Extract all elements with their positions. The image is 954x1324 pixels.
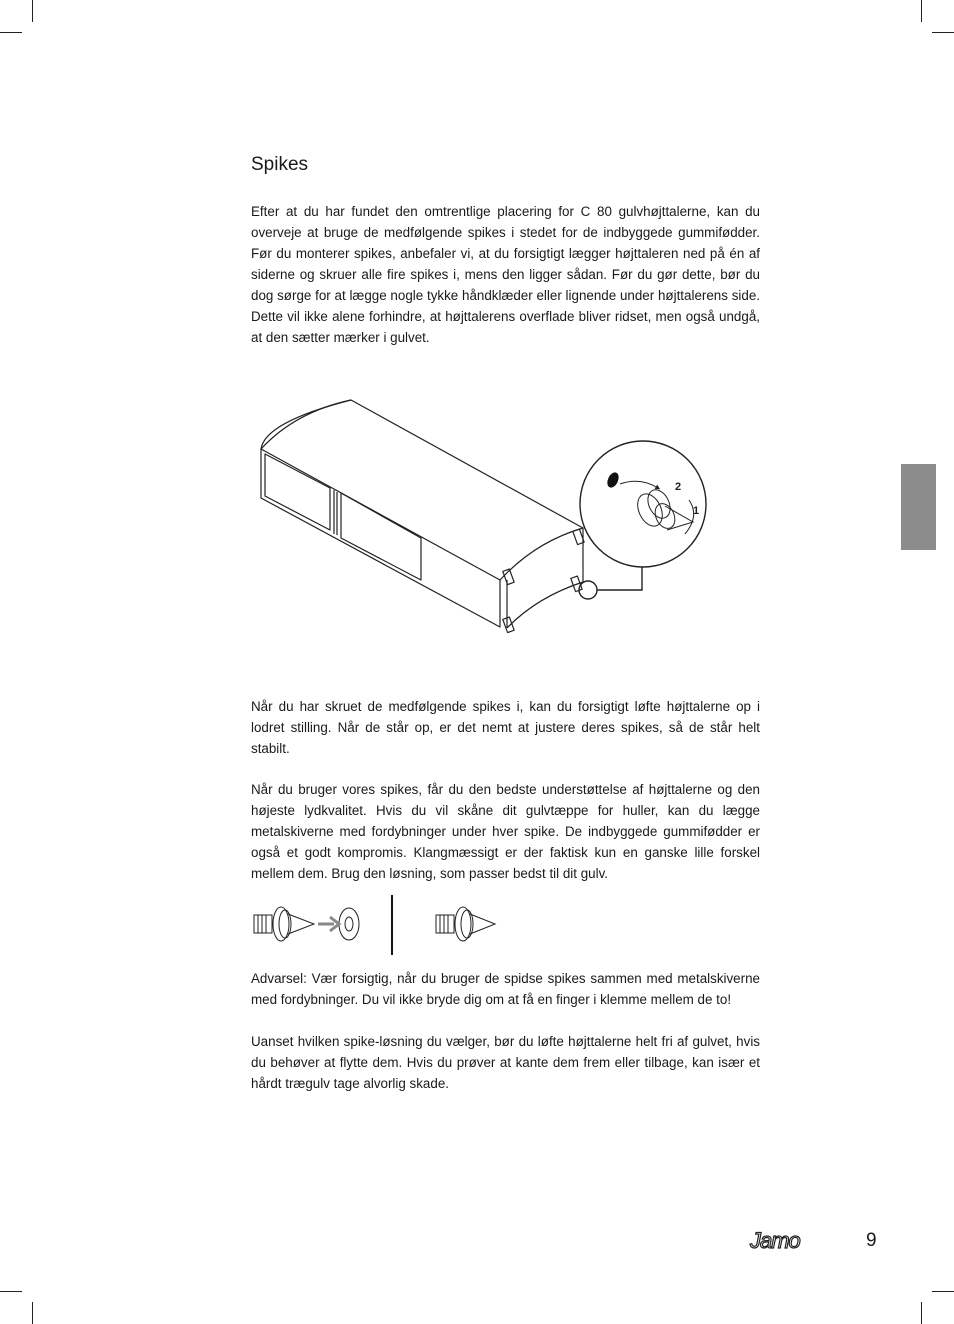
step-one-label: 1 [693,505,700,517]
crop-mark [32,0,33,22]
moving-paragraph: Uanset hvilken spike-løsning du vælger, bør du løfte højttalerne helt fri af gulvet, hvis du behøver at flytte dem. Hvis du prøver at kante dem frem eller tilbage, kan især et hårdt trægulv tage alvorlig skade. [251,1034,760,1091]
spike-disc-illustration [250,893,500,957]
crop-mark [921,1302,922,1324]
brand-wordmark: Jamo [750,1228,800,1253]
section-tab-marker [901,464,936,550]
section-title: Spikes [251,154,309,175]
step-two-label: 2 [675,481,682,493]
warning-paragraph: Advarsel: Vær forsigtig, når du bruger de spidse spikes sammen med metalskiverne med fordybninger. Du vil ikke bryde dig om at få en finger i klemme mellem de to! [251,971,760,1007]
upright-paragraph: Når du har skruet de medfølgende spikes i, kan du forsigtigt løfte højttalerne op i lodret stilling. Når de står op, er det nemt at justere deres spikes, så de står helt stabilt. [251,699,760,756]
crop-mark [0,1291,22,1292]
crop-mark [932,32,954,33]
discs-paragraph: Når du bruger vores spikes, får du den bedste understøttelse af højttalerne og den højeste lydkvalitet. Hvis du vil skåne dit gulvtæppe for huller, kan du lægge metalskiverne med fordybninger under hver spike. De indbyggede gummifødder er også et godt kompromis. Klangmæssigt er der faktisk kun en ganske lille forskel mellem dem. Brug den løsning, som passer bedst til dit gulv. [251,782,760,881]
intro-paragraph: Efter at du har fundet den omtrentlige placering for C 80 gulvhøjttalerne, kan du overveje at bruge de medfølgende spikes i stedet for de indbyggede gummifødder. Før du monterer spikes, anbefaler vi, at du forsigtigt lægger højttaleren ned på én af siderne og skruer alle fire spikes i, mens den ligger sådan. Før du gør dette, bør du dog sørge for at lægge nogle tykke håndklæder eller lignende under højttalerens side. Dette vil ikke alene forhindre, at højttalerens overflade bliver ridset, men også undgå, at den sætter mærker i gulvet. [251,204,760,345]
page-number: 9 [866,1230,877,1251]
crop-mark [921,0,922,22]
crop-mark [932,1291,954,1292]
crop-mark [0,32,22,33]
crop-mark [32,1302,33,1324]
speaker-spike-illustration [255,392,725,642]
jamo-logo [748,1228,830,1254]
